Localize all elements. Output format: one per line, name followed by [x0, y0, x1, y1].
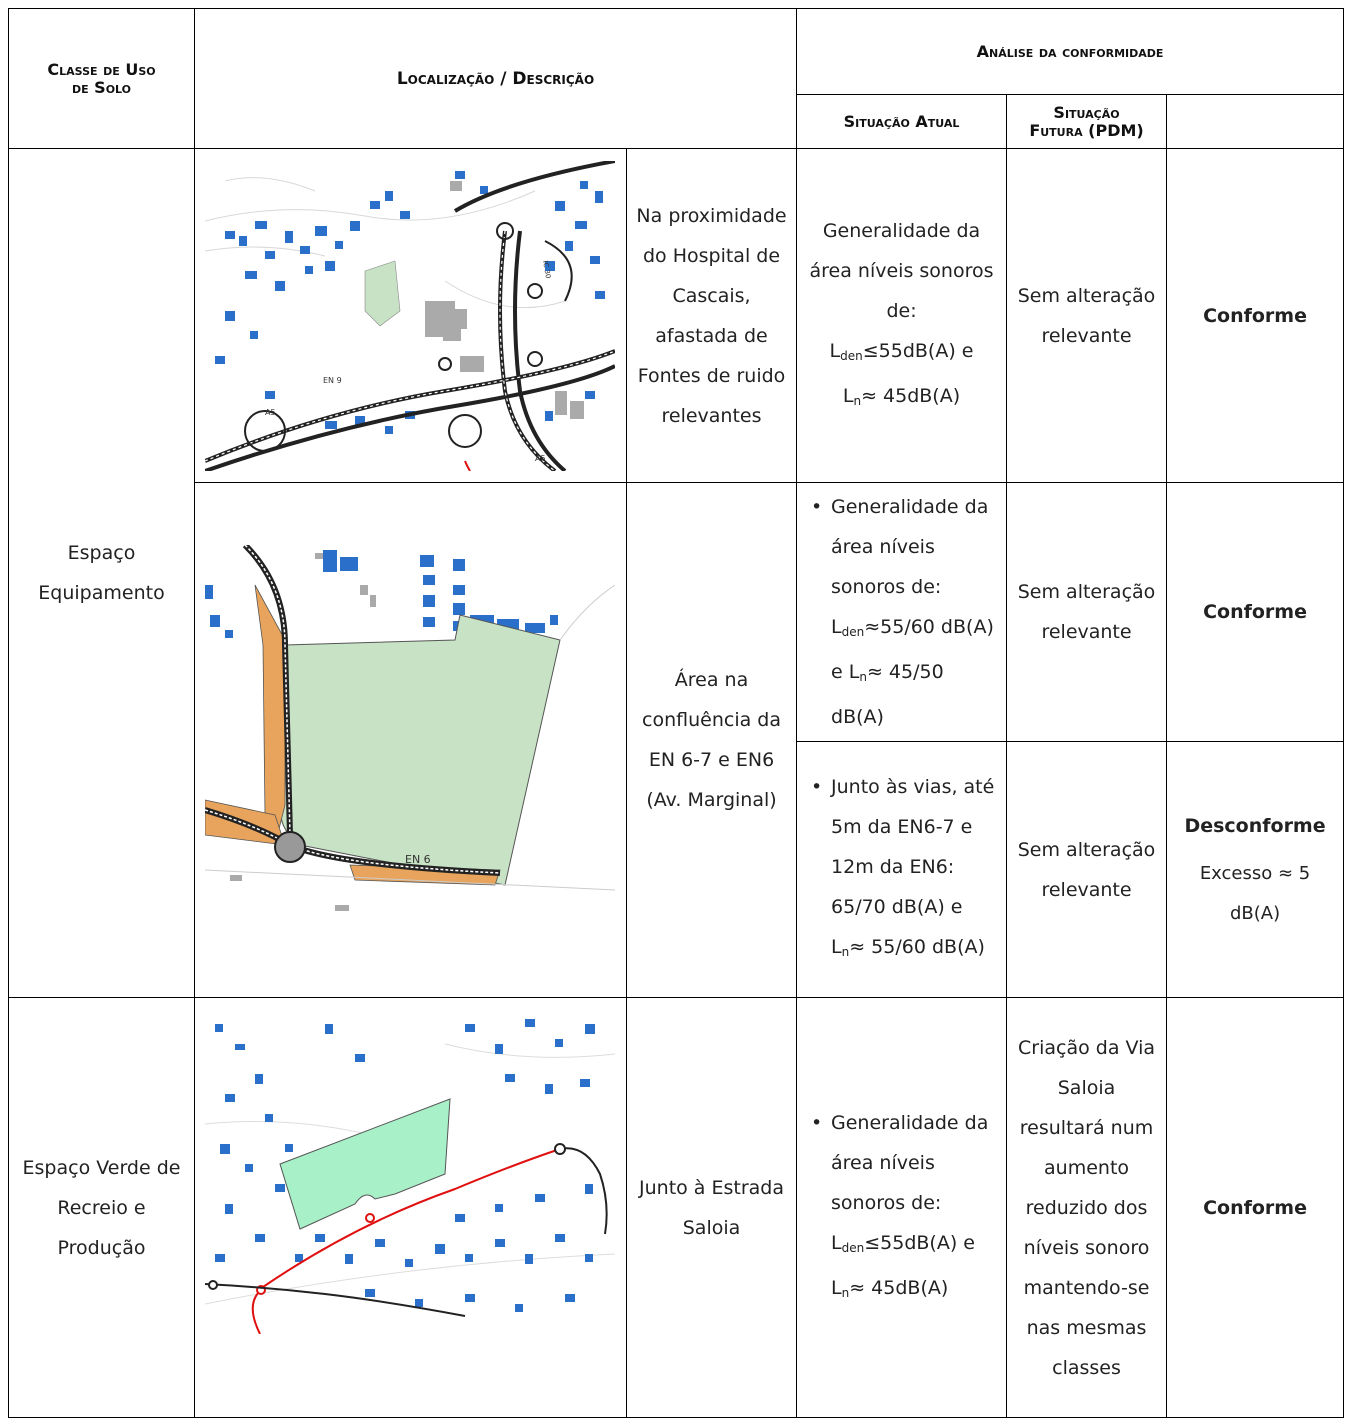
- header-localizacao: Localização / Descrição: [195, 9, 797, 149]
- atual-estrada-saloia: • Generalidade da área níveis sonoros de: $L_{den}\le 55dB(A)$ e $L_n\approx 45dB(A)$: [797, 998, 1007, 1418]
- header-analise: Análise da conformidade: [797, 9, 1344, 95]
- map-label-a5-west: A5: [265, 407, 276, 417]
- atual-en6-generalidade: • Generalidade da área níveis sonoros de: $L_{den}\approx 55/60$ dB(A) e $L_n\approx 45/50$ dB(A): [797, 483, 1007, 742]
- resultado-en6-generalidade: Conforme: [1167, 483, 1344, 742]
- map-label-ic30: IC 30: [541, 259, 553, 279]
- header-situacao-atual: Situação Atual: [797, 95, 1007, 149]
- descricao-hospital: Na proximidade do Hospital de Cascais, afastada de Fontes de ruido relevantes: [627, 149, 797, 483]
- atual-en6-junto-vias: • Junto às vias, até 5m da EN6-7 e 12m da EN6: 65/70 dB(A) e $L_n\approx 55/60$ dB(A): [797, 742, 1007, 998]
- map-label-a5-east: A5: [535, 453, 546, 463]
- header-classe: Classe de Uso de Solo: [9, 9, 195, 149]
- futura-en6-generalidade: Sem alteração relevante: [1007, 483, 1167, 742]
- futura-en6-junto-vias: Sem alteração relevante: [1007, 742, 1167, 998]
- descricao-en6: Área na confluência da EN 6-7 e EN6 (Av. Marginal): [627, 483, 797, 998]
- resultado-hospital: Conforme: [1167, 149, 1344, 483]
- map-en6-confluencia: [195, 483, 627, 998]
- futura-estrada-saloia: Criação da Via Saloia resultará num aumento reduzido dos níveis sonoro mantendo-se nas mesmas classes: [1007, 998, 1167, 1418]
- atual-hospital: Generalidade da área níveis sonoros de: $L_{den}\le 55dB(A)$ e $L_n\approx 45dB(A)$: [797, 149, 1007, 483]
- map-saloia-image: [205, 1004, 615, 1334]
- map-en6-image: [205, 545, 615, 935]
- futura-hospital: Sem alteração relevante: [1007, 149, 1167, 483]
- descricao-estrada-saloia: Junto à Estrada Saloia: [627, 998, 797, 1418]
- map-hospital-cascais: [195, 149, 627, 483]
- map-label-en9: EN 9: [323, 375, 342, 385]
- map-hospital-image: [205, 161, 615, 471]
- header-empty-cell: [1167, 95, 1344, 149]
- classe-espaco-equipamento: Espaço Equipamento: [9, 149, 195, 998]
- resultado-estrada-saloia: Conforme: [1167, 998, 1344, 1418]
- excesso-text: Excesso ≈ 5 dB(A): [1199, 862, 1311, 924]
- map-label-en6: EN 6: [405, 853, 431, 866]
- header-situacao-futura: Situação Futura (PDM): [1007, 95, 1167, 149]
- map-estrada-saloia: [195, 998, 627, 1418]
- classe-espaco-verde: Espaço Verde de Recreio e Produção: [9, 998, 195, 1418]
- resultado-en6-junto-vias: [1167, 742, 1344, 998]
- resultado-desconforme: Desconforme: [1184, 814, 1326, 837]
- conformity-table: [8, 8, 1344, 1418]
